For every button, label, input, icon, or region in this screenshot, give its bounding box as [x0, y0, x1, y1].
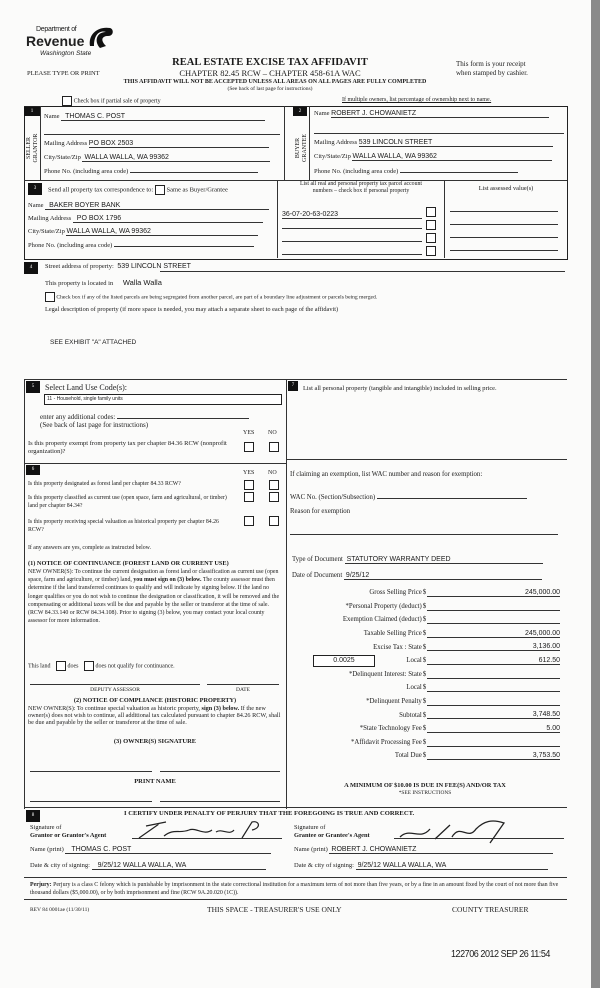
wac-number-field[interactable]: WAC No. (Section/Subsection)	[290, 490, 527, 501]
scan-edge	[591, 0, 600, 988]
amount-row: *Delinquent Interest: State $	[290, 668, 560, 682]
parcel-row-4[interactable]	[282, 242, 436, 260]
tax-phone-field[interactable]: Phone No. (including area code)	[28, 242, 254, 249]
seller-name-field[interactable]: Name THOMAS C. POST	[44, 113, 280, 121]
perjury-notice: Perjury: Perjury is a class C felony which is punishable by imprisonment in the state correctional institution for a maximum term of not more than five years, or by a fine in an amount fixed by the court of not more than five thousand dollars ($5,000.00), or by both imprisonment and fine (RCW 9A.20.020 (1C)).	[30, 882, 559, 897]
amount-row: 0.0025 Local $ 612.50	[290, 654, 560, 668]
owner-signature-line-2[interactable]	[160, 771, 280, 772]
deputy-assessor-signature-line[interactable]	[30, 684, 200, 685]
section-8-badge: 8	[26, 810, 40, 822]
exempt-yes-checkbox[interactable]	[244, 442, 254, 452]
amount-row: Local $	[290, 681, 560, 695]
section-2-badge: 2	[293, 107, 307, 116]
buyer-city-field[interactable]: City/State/Zip WALLA WALLA, WA 99362	[314, 153, 552, 161]
personal-property-checkbox[interactable]	[426, 246, 436, 256]
assessed-value-3[interactable]	[450, 237, 558, 238]
seller-city-field[interactable]: City/State/Zip WALLA WALLA, WA 99362	[44, 154, 270, 162]
assessed-value-1[interactable]	[450, 211, 558, 212]
grantee-print-name-field[interactable]: Name (print) ROBERT J. CHOWANIETZ	[294, 846, 553, 854]
seller-mailing-field[interactable]: Mailing Address PO BOX 2503	[44, 140, 269, 148]
grantee-date-city-field[interactable]: Date & city of signing: 9/25/12 WALLA WALLA, WA	[294, 862, 548, 870]
notice-of-compliance-text: NEW OWNER(S): To continue special valuation as historic property, sign (3) below. If the new owner(s) does not wish to continue, all additional tax calculated pursuant to chapter 84.26 RCW, shall be due and payable by the seller or transferor at the time of sale.	[28, 705, 281, 727]
street-address-field[interactable]: Street address of property: 539 LINCOLN STREET	[45, 263, 191, 270]
forest-yes-checkbox[interactable]	[244, 480, 254, 490]
amount-row: *State Technology Fee $ 5.00	[359, 724, 560, 733]
partial-sale-checkbox[interactable]	[62, 96, 72, 106]
document-date-field[interactable]: Date of Document 9/25/12	[292, 572, 542, 580]
current-use-yes-checkbox[interactable]	[244, 492, 254, 502]
grantor-date-city-field[interactable]: Date & city of signing: 9/25/12 WALLA WALLA, WA	[30, 862, 266, 870]
local-rate-box[interactable]: 0.0025	[313, 655, 375, 667]
amount-row: Excise Tax : State $ 3,136.00	[373, 643, 560, 651]
tax-calculation	[290, 586, 560, 763]
forest-no-checkbox[interactable]	[269, 480, 279, 490]
amount-row: Total Due $ 3,753.50	[394, 751, 560, 760]
partial-sale-checkbox-row[interactable]: Check box if partial sale of property	[62, 96, 161, 106]
section-7-badge: 7	[288, 381, 298, 391]
historic-no-checkbox[interactable]	[269, 516, 279, 526]
exemption-reason-field[interactable]: Reason for exemption	[290, 508, 351, 515]
amount-row: Taxable Selling Price $ 245,000.00	[363, 629, 560, 638]
same-as-buyer-checkbox[interactable]	[155, 185, 165, 195]
buyer-phone-field[interactable]: Phone No. (including area code)	[314, 168, 518, 175]
grantor-print-name-field[interactable]: Name (print) THOMAS C. POST	[30, 846, 271, 854]
document-type-field[interactable]: Type of Document STATUTORY WARRANTY DEED	[292, 556, 543, 564]
seller-grantor-label: SELLER GRANTOR	[26, 133, 39, 163]
section-3-badge: 3	[28, 183, 42, 195]
section-6-badge: 6	[26, 465, 40, 475]
amount-row: *Delinquent Penalty $	[290, 695, 560, 709]
amount-row: Subtotal $ 3,748.50	[399, 711, 560, 719]
owner-signature-line-1[interactable]	[30, 771, 152, 772]
land-does-not-qualify-checkbox[interactable]	[84, 661, 94, 671]
assessor-date-line[interactable]	[207, 684, 279, 685]
section-1-badge: 1	[24, 107, 40, 116]
amount-row: Exemption Claimed (deduct) $	[290, 613, 560, 627]
tax-city-field[interactable]: City/State/Zip WALLA WALLA, WA 99362	[28, 228, 258, 236]
grantee-signature	[380, 815, 520, 847]
dor-logo: Department of Revenue Washington State	[22, 24, 122, 69]
seller-phone-field[interactable]: Phone No. (including area code)	[44, 168, 258, 175]
amount-row: *Personal Property (deduct) $	[290, 600, 560, 614]
recording-stamp: 122706 2012 SEP 26 11:54	[451, 949, 550, 960]
personal-property-field[interactable]: List all personal property (tangible and intangible) included in selling price.	[303, 385, 497, 392]
form-title: REAL ESTATE EXCISE TAX AFFIDAVIT	[172, 57, 368, 68]
historic-yes-checkbox[interactable]	[244, 516, 254, 526]
notice-of-continuance-text: NEW OWNER(S): To continue the current designation as forest land or classification as current use (open space, farm and agriculture, or timber) land, you must sign on (3) below. The county assessor must then determine if the land transferred continues to qualify and will indicate by signing below. If the land no longer qualifies or you do not wish to continue the designation or classification, it will be removed and the compensating or additional taxes will be due and payable by the seller or transferor at the time of sale. (RCW 84.33.140 or RCW 84.34.108). Prior to signing (3) below, you may contact your local county assessor for more information.	[28, 569, 280, 625]
grantor-signature	[134, 818, 284, 842]
exempt-no-checkbox[interactable]	[269, 442, 279, 452]
buyer-grantee-label: BUYER GRANTEE	[295, 134, 308, 162]
amount-row: Gross Selling Price $ 245,000.00	[369, 588, 560, 597]
legal-description-text[interactable]: SEE EXHIBIT "A" ATTACHED	[50, 339, 137, 346]
parcel-row-1[interactable]: 36-07-20-63-0223	[282, 203, 436, 221]
section-5-badge: 5	[26, 381, 40, 393]
form-subtitle: CHAPTER 82.45 RCW – CHAPTER 458-61A WAC	[179, 68, 361, 78]
tax-name-field[interactable]: Name BAKER BOYER BANK	[28, 202, 269, 210]
buyer-mailing-field[interactable]: Mailing Address 539 LINCOLN STREET	[314, 139, 553, 147]
located-in-field[interactable]: This property is located in Walla Walla	[45, 278, 162, 287]
affidavit-page: Department of Revenue Washington State PLEASE TYPE OR PRINT REAL ESTATE EXCISE TAX AFFIDAVIT CHAPTER 82.45 RCW – CHAPTER 458-61A WAC This form is your receipt when stamped by cashier. THIS AFFIDAVIT WILL NOT BE ACCEPTED UNLESS ALL AREAS ON ALL PAGES ARE FULLY COMPLETED (See back of last page for instructions) Check box if partial sale of property If multiple owners, list percentage of ownership next to name. 1 SELLER GRANTOR Name THOMAS C. POST Mailing Address PO BOX 2503 City/State/Zip WALLA WALLA, WA 99362 Phone No. (including area code) 2 BUYER GRANTEE Name ROBERT J. CHOWANIETZ Mailing Address 539 LINCOLN STREET City/State/Zip WALLA WALLA, WA 99362 Phone No. (including area code) 3 Send all property tax correspondence to: Same as Buyer/Grantee Name BAKER BOYER BANK Mailing Address PO BOX 1796 City/State/Zip WALLA WALLA, WA 99362 Phone No. (including area code) List all real and personal property tax parcel account numbers – check box if personal property List assessed value(s) 36-07-20-63-0223 4 Street address of property: 539 LINCOLN STREET This property is located in Walla Walla Check box if any of the listed parcels are being segregated from another parcel, are part of a boundary line adjustment or parcels being merged. Legal description of property (if more space is needed, you may attach a separate sheet to each page of the affidavit) SEE EXHIBIT "A" ATTACHED 5 Select Land Use Code(s): 11 - Household, single family units enter any additional codes: (See back of last page for instructions) YES NO Is this property exempt from property tax per chapter 84.36 RCW (nonprofit organization)? 6 YES NO Is this property designated as forest land per chapter 84.33 RCW? Is this property classified as current use (open space, farm and agricultural, or timber) land per chapter 84.34? Is this property receiving special valuation as historical property per chapter 84.26 RCW? If any answers are yes, complete as instructed below. (1) NOTICE OF CONTINUANCE (FOREST LAND OR CURRENT USE) NEW OWNER(S): To continue the current designation as forest land or classification as current use (open space, farm and agriculture, or timber) land, you must sign on (3) below. The county assessor must then determine if the land transferred continues to qualify and will indicate by signing below. If the land no longer qualifies or you do not wish to continue the designation or classification, it will be removed and the compensating or additional taxes will be due and payable by the seller or transferor at the time of sale. (RCW 84.33.140 or RCW 84.34.108). Prior to signing (3) below, you may contact your local county assessor for more information. This land does does not qualify for continuance. DEPUTY ASSESSOR DATE (2) NOTICE OF COMPLIANCE (HISTORIC PROPERTY) NEW OWNER(S): To continue special valuation as historic property, sign (3) below. If the new owner(s) does not wish to continue, all additional tax calculated pursuant to chapter 84.26 RCW, shall be due and payable by the seller or transferor at the time of sale. (3) OWNER(S) SIGNATURE PRINT NAME 7 List all personal property (tangible and intangible) included in selling price. If claiming an exemption, list WAC number and reason for exemption: WAC No. (Section/Subsection) Reason for exemption Type of Document STATUTORY WARRANTY DEED Date of Document 9/25/12 Gross Selling Price $ 245,000.00 *Personal Property (deduct) $ Exemption Claimed (deduct) $ Taxable Selling Price $ 245,000.00 Excise Tax : State $ 3,136.00 0.0025 Local $ 612.50 *Delinquent Interest: State $ Local $ *Delinquent Penalty $ Subtotal $ 3,748.50 *State Technology Fee $ 5.00 *Affidavit Processing Fee $ Total Due $ 3,753.50 A MINIMUM OF $10.00 IS DUE IN FEE(S) AND/OR TAX *SEE INSTRUCTIONS 8 I CERTIFY UNDER PENALTY OF PERJURY THAT THE FOREGOING IS TRUE AND CORRECT. Signature of Grantor or Grantor's Agent Signature of Grantee or Grantee's Agent Name (print) THOMAS C. POST Name (print) ROBERT J. CHOWANIETZ Date & city of signing: 9/25/12 WALLA WALLA, WA Date & city of signing: 9/25/12 WALLA WALLA, WA Perjury: Perjury is a class C felony which is punishable by imprisonment in the state correctional institution for a maximum term of not more than five years, or by a fine in an amount fixed by the court of not more than five thousand dollars ($5,000.00), or by both imprisonment and fine (RCW 9A.20.020 (1C)). REV 84 0001ae (11/30/11) THIS SPACE - TREASURER'S USE ONLY COUNTY TREASURER 122706 2012 SEP 26 11:54	[0, 0, 591, 988]
tax-mailing-field[interactable]: Mailing Address PO BOX 1796	[28, 215, 263, 223]
land-use-code-select[interactable]: 11 - Household, single family units	[44, 394, 282, 405]
assessed-value-4[interactable]	[450, 250, 558, 251]
additional-codes-field[interactable]: enter any additional codes:	[40, 410, 249, 421]
assessed-value-2[interactable]	[450, 224, 558, 225]
amount-row: *Affidavit Processing Fee $	[290, 736, 560, 750]
print-name-line-2[interactable]	[160, 801, 280, 802]
land-does-qualify-checkbox[interactable]	[56, 661, 66, 671]
buyer-name-field[interactable]: Name ROBERT J. CHOWANIETZ	[314, 110, 549, 118]
section-4-badge: 4	[24, 262, 38, 274]
print-name-line-1[interactable]	[30, 801, 152, 802]
current-use-no-checkbox[interactable]	[269, 492, 279, 502]
segregated-checkbox[interactable]	[45, 292, 55, 302]
dor-swirl-icon	[86, 24, 116, 50]
segregated-checkbox-row[interactable]: Check box if any of the listed parcels are being segregated from another parcel, are part of a boundary line adjustment or parcels being merged.	[45, 292, 377, 302]
